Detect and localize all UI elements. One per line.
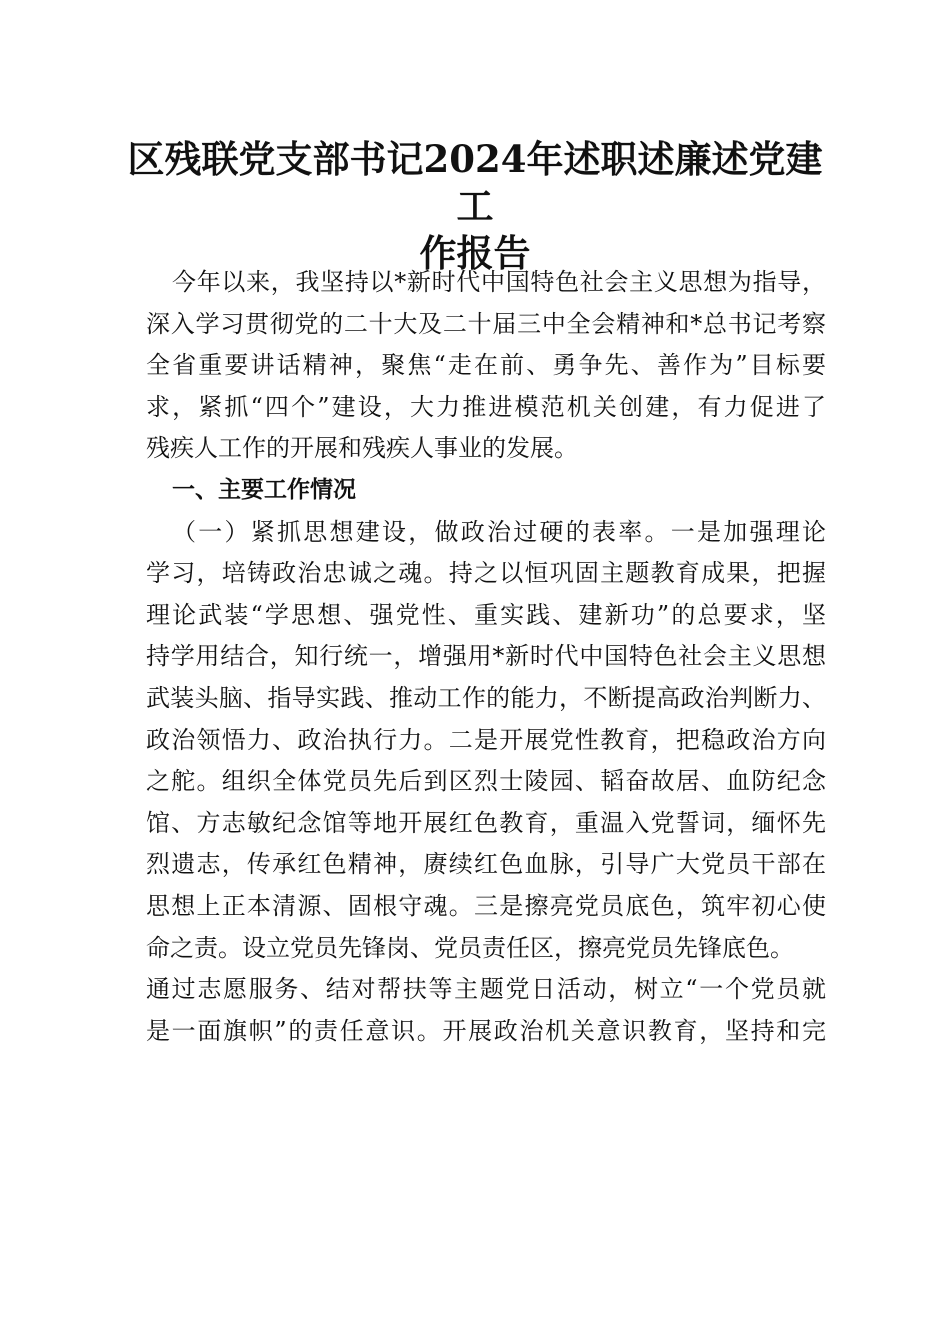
- text-line: （一）紧抓思想建设，做政治过硬的表率。一是加强理论: [172, 517, 826, 546]
- title-line-1: 区残联党支部书记2024年述职述廉述党建工: [127, 137, 823, 228]
- text-line: 之舵。组织全体党员先后到区烈士陵园、韬奋故居、血防纪念: [146, 767, 826, 796]
- text-line: 求，紧抓“四个”建设，大力推进模范机关创建，有力促进了: [146, 392, 826, 421]
- text-line: 馆、方志敏纪念馆等地开展红色教育，重温入党誓词，缅怀先: [146, 808, 826, 837]
- text-line: 今年以来，我坚持以*新时代中国特色社会主义思想为指导，: [172, 268, 826, 296]
- document-title: [120, 136, 830, 277]
- text-line: 深入学习贯彻党的二十大及二十届三中全会精神和*总书记考察: [146, 309, 826, 338]
- text-line: 理论武装“学思想、强党性、重实践、建新功”的总要求，坚: [146, 600, 826, 629]
- title-line-2: 作报告: [419, 231, 531, 275]
- text-line: 命之责。设立党员先锋岗、党员责任区，擦亮党员先锋底色。: [146, 933, 794, 962]
- text-line: 持学用结合，知行统一，增强用*新时代中国特色社会主义思想: [146, 642, 826, 671]
- section-1-paragraph: [146, 512, 826, 1053]
- text-line: 思想上正本清源、固根守魂。三是擦亮党员底色，筑牢初心使: [146, 891, 826, 920]
- text-line: 通过志愿服务、结对帮扶等主题党日活动，树立“一个党员就: [146, 975, 826, 1004]
- text-line: 是一面旗帜”的责任意识。开展政治机关意识教育，坚持和完: [146, 1016, 826, 1045]
- document-body: [146, 262, 826, 1052]
- text-line: 全省重要讲话精神，聚焦“走在前、勇争先、善作为”目标要: [146, 351, 826, 380]
- intro-paragraph: [146, 262, 826, 470]
- text-line: 残疾人工作的开展和残疾人事业的发展。: [146, 434, 578, 463]
- text-line: 烈遗志，传承红色精神，赓续红色血脉，引导广大党员干部在: [146, 850, 826, 879]
- section-heading: 一、主要工作情况: [172, 476, 356, 503]
- text-line: 政治领悟力、政治执行力。二是开展党性教育，把稳政治方向: [146, 725, 826, 754]
- text-line: 武装头脑、指导实践、推动工作的能力，不断提高政治判断力、: [146, 683, 826, 712]
- text-line: 学习，培铸政治忠诚之魂。持之以恒巩固主题教育成果，把握: [146, 559, 826, 588]
